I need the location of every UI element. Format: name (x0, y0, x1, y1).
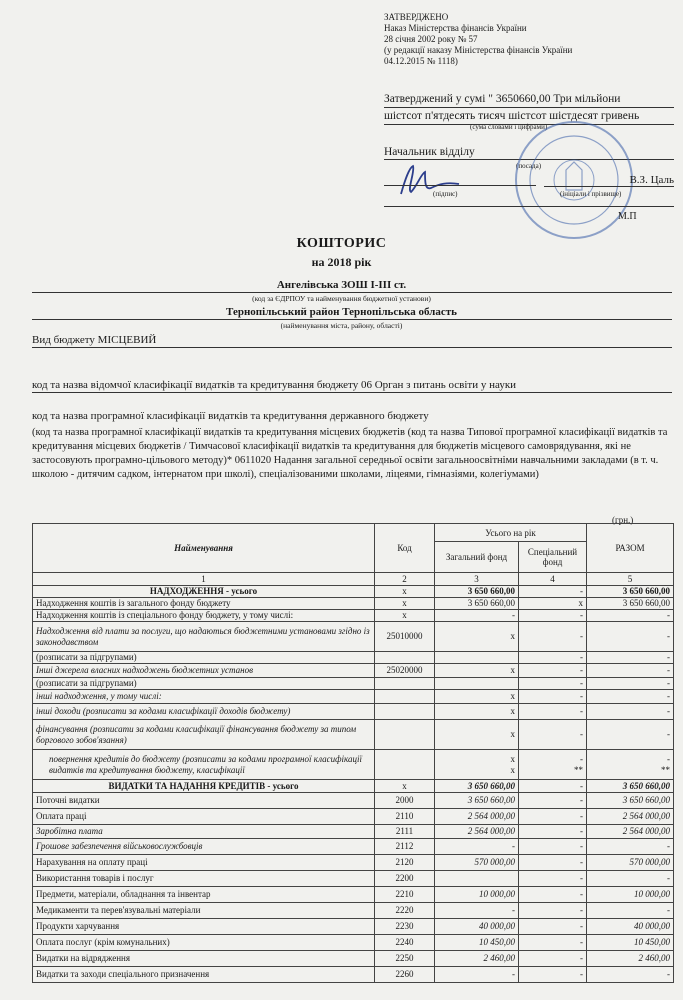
col-number: 3 (435, 573, 519, 586)
row-special-fund: - (519, 919, 587, 935)
row-general-fund: х (435, 720, 519, 750)
row-name: Оплата послуг (крім комунальних) (33, 935, 375, 951)
header-sum: РАЗОМ (587, 524, 674, 573)
col-number: 5 (587, 573, 674, 586)
row-code (375, 678, 435, 690)
row-special-fund: - (519, 586, 587, 598)
row-general-fund: 2 564 000,00 (435, 809, 519, 825)
program-state: код та назва програмної класифікації видатків та кредитування державного бюджету (32, 410, 429, 422)
row-special-fund: х (519, 598, 587, 610)
row-name: Надходження коштів із загального фонду бюджету (33, 598, 375, 610)
row-total: - (587, 622, 674, 652)
table-row (33, 967, 674, 983)
table-row (33, 720, 674, 750)
row-code: 2250 (375, 951, 435, 967)
row-general-fund: - (435, 903, 519, 919)
row-total: 2 564 000,00 (587, 809, 674, 825)
row-general-fund: х (435, 664, 519, 678)
row-code: 25010000 (375, 622, 435, 652)
row-name: Заробітна плата (33, 825, 375, 839)
row-code (375, 720, 435, 750)
row-total: 40 000,00 (587, 919, 674, 935)
row-special-fund: - (519, 652, 587, 664)
header-general: Загальний фонд (435, 542, 519, 573)
row-name: Інші джерела власних надходжень бюджетних установ (33, 664, 375, 678)
row-general-fund: х (435, 690, 519, 704)
row-total: 3 650 660,00 (587, 586, 674, 598)
budget-table (32, 523, 673, 983)
row-name: ВИДАТКИ ТА НАДАННЯ КРЕДИТІВ - усього (33, 780, 375, 793)
row-name: інші надходження, у тому числі: (33, 690, 375, 704)
row-special-fund: - (519, 825, 587, 839)
row-code (375, 750, 435, 780)
table-row (33, 839, 674, 855)
divider (32, 292, 672, 293)
approved-sum-line1: Затверджений у сумі " 3650660,00 Три мільйони (384, 91, 674, 108)
document-title: КОШТОРИС (296, 236, 387, 251)
row-general-fund: 3 650 660,00 (435, 780, 519, 793)
approved-sum-line2: шістсот п'ятдесять тисяч шістсот шістдесят гривень (384, 108, 674, 125)
table-row (33, 903, 674, 919)
signature-caption: (підпис) (433, 190, 458, 198)
row-total: - (587, 664, 674, 678)
row-total: - (587, 678, 674, 690)
row-total: 3 650 660,00 (587, 793, 674, 809)
institution-caption: (код за ЄДРПОУ та найменування бюджетної установи) (252, 294, 431, 303)
approval-line: ЗАТВЕРДЖЕНО (384, 12, 449, 22)
row-general-fund: - (435, 967, 519, 983)
row-general-fund: 2 564 000,00 (435, 825, 519, 839)
row-name: (розписати за підгрупами) (33, 652, 375, 664)
col-number: 4 (519, 573, 587, 586)
row-code: 2110 (375, 809, 435, 825)
row-total: - (587, 610, 674, 622)
table-row (33, 780, 674, 793)
row-general-fund (435, 678, 519, 690)
row-special-fund: - (519, 809, 587, 825)
row-total: - (587, 720, 674, 750)
row-code: х (375, 598, 435, 610)
row-general-fund: х (435, 622, 519, 652)
table-row (33, 750, 674, 780)
table-row (33, 793, 674, 809)
divider (32, 392, 672, 393)
sum-caption: (сума словами і цифрами) (470, 123, 548, 131)
table-row (33, 704, 674, 720)
row-total: - (587, 967, 674, 983)
row-general-fund: 10 000,00 (435, 887, 519, 903)
divider (32, 347, 672, 348)
document-year: на 2018 рік (311, 255, 372, 269)
row-general-fund: 3 650 660,00 (435, 793, 519, 809)
row-special-fund: - (519, 903, 587, 919)
row-general-fund: 570 000,00 (435, 855, 519, 871)
table-row (33, 825, 674, 839)
approval-line: 04.12.2015 № 1118) (384, 56, 458, 66)
row-total: 3 650 660,00 (587, 598, 674, 610)
row-code: х (375, 586, 435, 598)
row-special-fund: - (519, 887, 587, 903)
row-name: фінансування (розписати за кодами класифікації фінансування бюджету за типом боргового зобов'язання) (33, 720, 375, 750)
table-row (33, 652, 674, 664)
row-general-fund: х (435, 704, 519, 720)
row-total: - (587, 704, 674, 720)
row-total: - (587, 871, 674, 887)
row-total: - (587, 652, 674, 664)
table-row (33, 935, 674, 951)
region-name: Тернопільський район Тернопільська область (226, 306, 457, 318)
initials-caption: (ініціали і прізвище) (560, 190, 622, 198)
row-code (375, 704, 435, 720)
row-total: 570 000,00 (587, 855, 674, 871)
row-code (375, 652, 435, 664)
row-name: (розписати за підгрупами) (33, 678, 375, 690)
row-name: Використання товарів і послуг (33, 871, 375, 887)
row-total: - ** (587, 750, 674, 780)
row-name: Грошове забезпечення військовослужбовців (33, 839, 375, 855)
program-local: (код та назва програмної класифікації видатків та кредитування місцевих бюджетів (код та назва Типової програмної класифікації видатків та кредитування місцевих бюджетів / Тимчасової класифікації видатків та кредитування для бюджетів місцевого самоврядування, які не застосовують програмно-цільового методу)* 0611020 Надання загальної середньої освіти загальноосвітніми навчальними закладами (в т. ч. школою - дитячим садком, інтернатом при школі), спеціалізованими школами, ліцеями, гімназіями, колегіумами) (32, 427, 668, 480)
row-general-fund (435, 652, 519, 664)
row-name: Надходження коштів із спеціального фонду бюджету, у тому числі: (33, 610, 375, 622)
row-name: Предмети, матеріали, обладнання та інвентар (33, 887, 375, 903)
budget-type: Вид бюджету МІСЦЕВИЙ (32, 334, 157, 346)
row-special-fund: - (519, 690, 587, 704)
row-general-fund: 2 460,00 (435, 951, 519, 967)
header-name: Найменування (33, 524, 375, 573)
row-total: 3 650 660,00 (587, 780, 674, 793)
row-name: повернення кредитів до бюджету (розписати за кодами програмної класифікації видатків та кредитування бюджету, класифікації (33, 750, 375, 780)
table-row (33, 610, 674, 622)
row-code: 2111 (375, 825, 435, 839)
header-special: Спеціальний фонд (519, 542, 587, 573)
approval-line: 28 січня 2002 року № 57 (384, 34, 478, 44)
row-total: - (587, 839, 674, 855)
col-number: 2 (375, 573, 435, 586)
divider (32, 319, 672, 320)
dept-classification: код та назва відомчої класифікації видатків та кредитування бюджету 06 Орган з питань освіти у науки (32, 379, 517, 391)
row-special-fund: - (519, 704, 587, 720)
row-name: Нарахування на оплату праці (33, 855, 375, 871)
row-general-fund (435, 871, 519, 887)
region-caption: (найменування міста, району, області) (280, 321, 403, 330)
row-name: Надходження від плати за послуги, що надаються бюджетними установами згідно із законодавством (33, 622, 375, 652)
row-code: 2220 (375, 903, 435, 919)
table-row (33, 919, 674, 935)
row-general-fund: 40 000,00 (435, 919, 519, 935)
header-code: Код (375, 524, 435, 573)
row-total: 2 460,00 (587, 951, 674, 967)
row-general-fund: - (435, 839, 519, 855)
row-total: 10 000,00 (587, 887, 674, 903)
row-special-fund: - (519, 610, 587, 622)
row-code (375, 690, 435, 704)
row-name: Продукти харчування (33, 919, 375, 935)
table-row (33, 678, 674, 690)
table-row (33, 664, 674, 678)
row-special-fund: - (519, 720, 587, 750)
table-row (33, 586, 674, 598)
signatory-name: В.З. Цаль (544, 174, 674, 187)
row-total: 10 450,00 (587, 935, 674, 951)
row-code: 25020000 (375, 664, 435, 678)
row-name: Медикаменти та перев'язувальні матеріали (33, 903, 375, 919)
row-code: 2200 (375, 871, 435, 887)
currency-unit: (грн.) (612, 515, 634, 525)
row-special-fund: - (519, 855, 587, 871)
row-special-fund: - ** (519, 750, 587, 780)
row-code: 2240 (375, 935, 435, 951)
row-total: 2 564 000,00 (587, 825, 674, 839)
row-code: х (375, 610, 435, 622)
position-caption: (посада) (516, 162, 542, 170)
row-special-fund: - (519, 622, 587, 652)
institution-name: Ангелівська ЗОШ І-ІІІ ст. (276, 279, 407, 291)
row-general-fund: х х (435, 750, 519, 780)
approval-block (384, 12, 674, 67)
row-general-fund: 10 450,00 (435, 935, 519, 951)
row-code: 2120 (375, 855, 435, 871)
table-row (33, 690, 674, 704)
row-code: 2260 (375, 967, 435, 983)
row-total: - (587, 903, 674, 919)
table-row (33, 809, 674, 825)
row-name: Видатки на відрядження (33, 951, 375, 967)
row-special-fund: - (519, 839, 587, 855)
row-special-fund: - (519, 678, 587, 690)
row-name: Видатки та заходи спеціального призначення (33, 967, 375, 983)
row-code: 2210 (375, 887, 435, 903)
header-total-year: Усього на рік (435, 524, 587, 542)
signature-line (384, 184, 536, 186)
approval-line: (у редакції наказу Міністерства фінансів України (384, 45, 573, 55)
row-name: Оплата праці (33, 809, 375, 825)
row-general-fund: 3 650 660,00 (435, 598, 519, 610)
row-name: НАДХОДЖЕННЯ - усього (33, 586, 375, 598)
row-code: 2230 (375, 919, 435, 935)
row-special-fund: - (519, 951, 587, 967)
row-special-fund: - (519, 935, 587, 951)
stamp-line (384, 206, 674, 207)
chief-label: Начальник відділу (384, 146, 674, 160)
row-special-fund: - (519, 871, 587, 887)
row-code: 2000 (375, 793, 435, 809)
row-special-fund: - (519, 780, 587, 793)
row-general-fund: - (435, 610, 519, 622)
approval-line: Наказ Міністерства фінансів України (384, 23, 527, 33)
table-row (33, 871, 674, 887)
row-total: - (587, 690, 674, 704)
col-number: 1 (33, 573, 375, 586)
row-special-fund: - (519, 793, 587, 809)
table-row (33, 598, 674, 610)
table-row (33, 951, 674, 967)
row-special-fund: - (519, 967, 587, 983)
table-row (33, 622, 674, 652)
row-name: інші доходи (розписати за кодами класифікації доходів бюджету) (33, 704, 375, 720)
table-row (33, 855, 674, 871)
row-code: 2112 (375, 839, 435, 855)
row-special-fund: - (519, 664, 587, 678)
stamp-place: М.П (618, 211, 637, 222)
row-code: х (375, 780, 435, 793)
table-row (33, 887, 674, 903)
row-name: Поточні видатки (33, 793, 375, 809)
row-general-fund: 3 650 660,00 (435, 586, 519, 598)
